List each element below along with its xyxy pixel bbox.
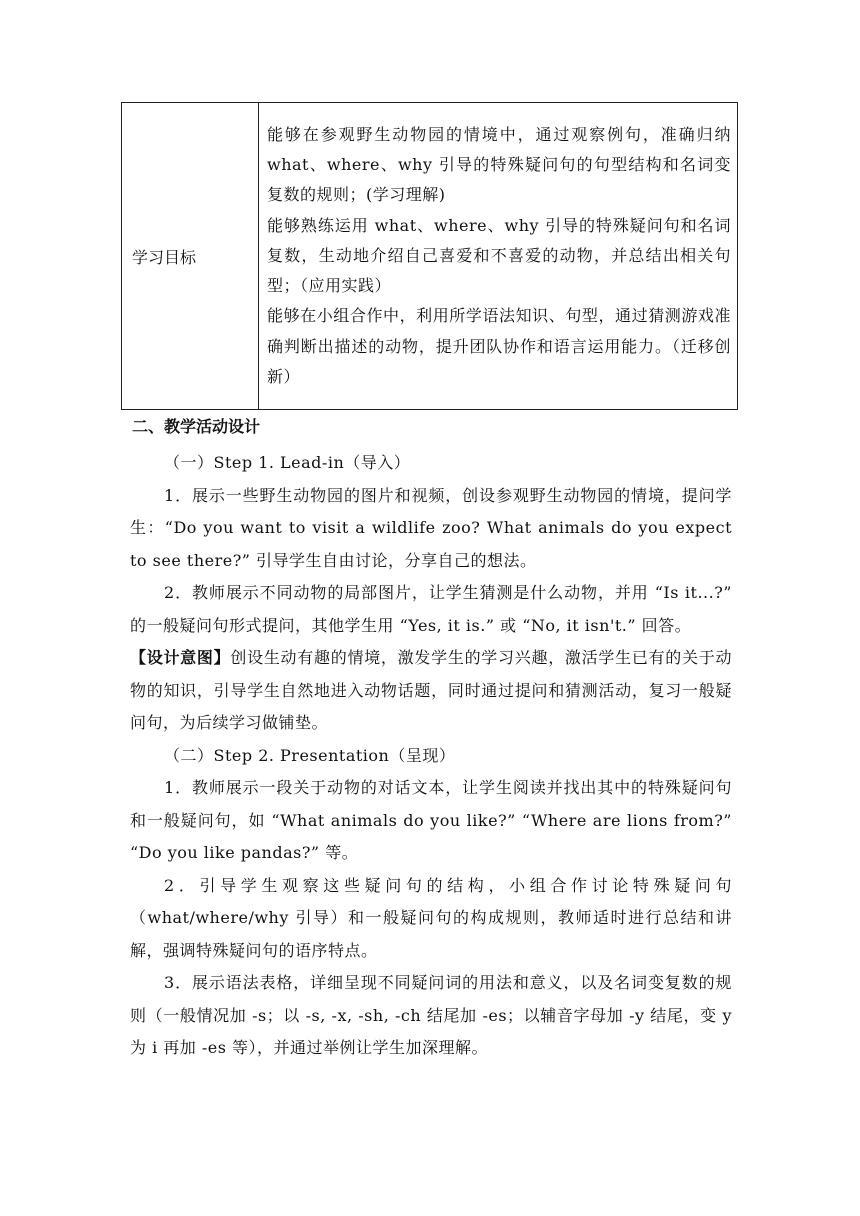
objectives-label: 学习目标 <box>122 103 259 410</box>
design-intent-label: 【设计意图】 <box>130 648 231 667</box>
step2-item: 1．教师展示一段关于动物的对话文本，让学生阅读并找出其中的特殊疑问句和一般疑问句，如 “What animals do you like?” “Where are lions from?” “Do you like pandas?” 等。 <box>130 778 732 862</box>
activity-design <box>130 447 732 1065</box>
objectives-row <box>122 103 738 410</box>
objectives-table <box>121 102 738 410</box>
objective-item: 能够熟练运用 what、where、why 引导的特殊疑问句和名词复数，生动地介绍自己喜爱和不喜爱的动物，并总结出相关句型；（应用实践） <box>267 215 731 296</box>
step1-title: （一）Step 1. Lead-in（导入） <box>164 453 411 472</box>
objective-item: 能够在小组合作中，利用所学语法知识、句型，通过猜测游戏准确判断出描述的动物，提升团队协作和语言运用能力。（迁移创新） <box>267 306 731 387</box>
objective-item: 能够在参观野生动物园的情境中，通过观察例句，准确归纳 what、where、why 引导的特殊疑问句的句型结构和名词变复数的规则；(学习理解) <box>267 124 731 205</box>
design-intent <box>130 642 732 740</box>
section-heading: 二、教学活动设计 <box>132 417 261 436</box>
step1-item: 2．教师展示不同动物的局部图片，让学生猜测是什么动物，并用 “Is it...?” 的一般疑问句形式提问，其他学生用 “Yes, it is.” 或 “No, it isn't.” 回答。 <box>130 583 732 635</box>
step2-title: （二）Step 2. Presentation（呈现） <box>164 745 456 765</box>
step2-item: 2．引导学生观察这些疑问句的结构，小组合作讨论特殊疑问句（what/where/why 引导）和一般疑问句的构成规则，教师适时进行总结和讲解，强调特殊疑问句的语序特点。 <box>130 875 732 960</box>
step1-item: 1．展示一些野生动物园的图片和视频，创设参观野生动物园的情境，提问学生：“Do you want to visit a wildlife zoo? What animals do you expect to see there?” 引导学生自由讨论，分享自己的想法。 <box>130 485 732 570</box>
objectives-content <box>259 103 738 410</box>
design-intent-text: 创设生动有趣的情境，激发学生的学习兴趣，激活学生已有的关于动物的知识，引导学生自然地进入动物话题，同时通过提问和猜测活动，复习一般疑问句，为后续学习做铺垫。 <box>130 648 732 732</box>
step2-item: 3．展示语法表格，详细呈现不同疑问词的用法和意义，以及名词变复数的规则（一般情况加 -s；以 -s, -x, -sh, -ch 结尾加 -es；以辅音字母加 -y 结尾，变 y 为 i 再加 -es 等），并通过举例让学生加深理解。 <box>130 973 732 1057</box>
